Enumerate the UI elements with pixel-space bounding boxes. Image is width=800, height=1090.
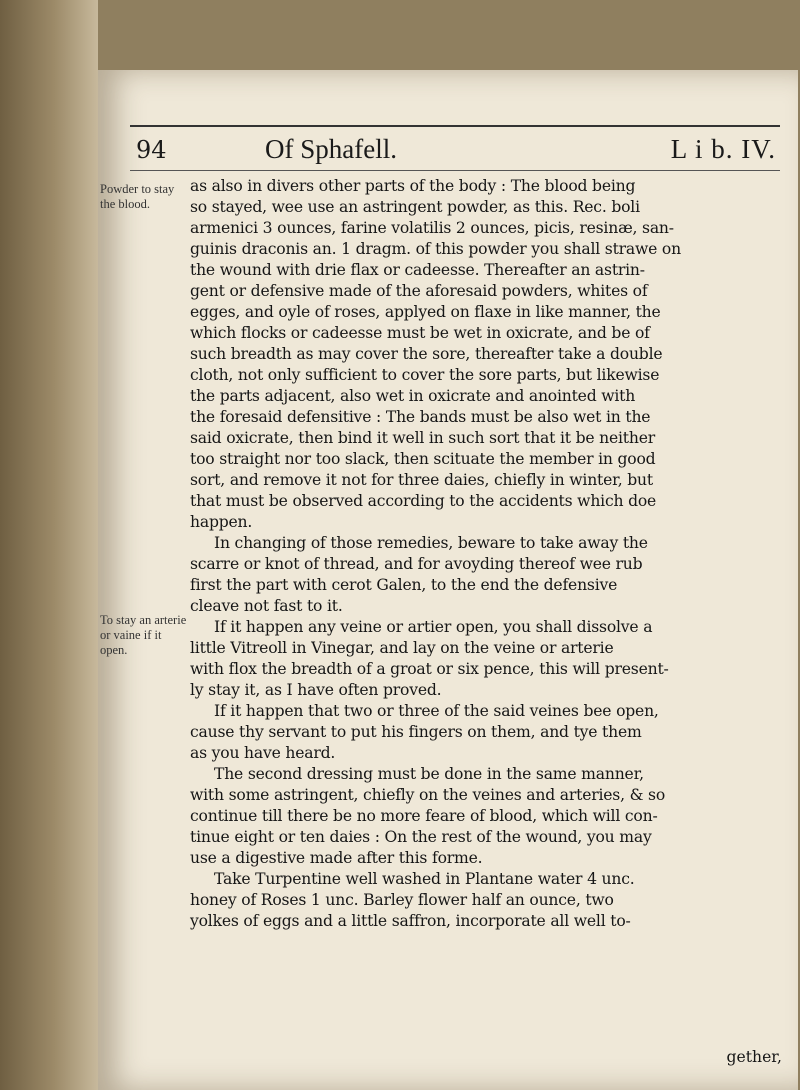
text-line: too straight nor too slack, then scituate the member in good: [190, 450, 656, 468]
text-line: first the part with cerot Galen, to the end the defensive: [190, 576, 618, 594]
text-line: In changing of those remedies, beware to take away the: [214, 534, 648, 552]
running-title: Of Sphafell.: [265, 134, 397, 164]
text-line: happen.: [190, 513, 253, 531]
text-line: which flocks or cadeesse must be wet in oxicrate, and be of: [190, 324, 650, 342]
header-rule: [130, 170, 780, 171]
page-number: 94: [136, 136, 167, 164]
catchword: gether,: [726, 1048, 782, 1066]
text-line: scarre or knot of thread, and for avoyding thereof wee rub: [190, 555, 643, 573]
text-line: little Vitreoll in Vinegar, and lay on the veine or arterie: [190, 639, 614, 657]
text-line: cloth, not only sufficient to cover the sore parts, but likewise: [190, 366, 660, 384]
text-line: continue till there be no more feare of blood, which will con-: [190, 807, 658, 825]
text-line: such breadth as may cover the sore, thereafter take a double: [190, 345, 663, 363]
text-line: that must be observed according to the accidents which doe: [190, 492, 657, 510]
text-line: tinue eight or ten daies : On the rest of the wound, you may: [190, 828, 652, 846]
body-text: [190, 176, 785, 932]
book-gutter: [0, 0, 98, 1090]
text-line: so stayed, wee use an astringent powder, as this. Rec. boli: [190, 198, 640, 216]
text-line: If it happen that two or three of the said veines bee open,: [214, 702, 659, 720]
top-rule: [130, 125, 780, 127]
text-line: gent or defensive made of the aforesaid powders, whites of: [190, 282, 648, 300]
text-line: ly stay it, as I have often proved.: [190, 681, 442, 699]
text-line: armenici 3 ounces, farine volatilis 2 ounces, picis, resinæ, san-: [190, 219, 674, 237]
sidenote-arterie: To stay an arterie or vaine if it open.: [100, 613, 187, 657]
text-line: cause thy servant to put his fingers on them, and tye them: [190, 723, 642, 741]
text-line: use a digestive made after this forme.: [190, 849, 483, 867]
text-line: the foresaid defensitive : The bands must be also wet in the: [190, 408, 651, 426]
text-line: The second dressing must be done in the same manner,: [214, 765, 644, 783]
sidenote-powder: Powder to stay the blood.: [100, 182, 175, 211]
text-line: the wound with drie flax or cadeesse. Thereafter an astrin-: [190, 261, 645, 279]
page-header: [130, 132, 780, 172]
text-line: the parts adjacent, also wet in oxicrate and anointed with: [190, 387, 636, 405]
text-line: yolkes of eggs and a little saffron, incorporate all well to-: [190, 912, 631, 930]
text-line: Take Turpentine well washed in Plantane water 4 unc.: [214, 870, 635, 888]
text-line: with flox the breadth of a groat or six pence, this will present-: [190, 660, 669, 678]
text-line: egges, and oyle of roses, applyed on flaxe in like manner, the: [190, 303, 661, 321]
text-line: guinis draconis an. 1 dragm. of this powder you shall strawe on: [190, 240, 681, 258]
text-line: said oxicrate, then bind it well in such sort that it be neither: [190, 429, 655, 447]
text-line: sort, and remove it not for three daies, chiefly in winter, but: [190, 471, 653, 489]
text-line: as you have heard.: [190, 744, 336, 762]
text-line: with some astringent, chiefly on the veines and arteries, & so: [190, 786, 666, 804]
text-line: as also in divers other parts of the body : The blood being: [190, 177, 636, 195]
text-line: honey of Roses 1 unc. Barley flower half an ounce, two: [190, 891, 614, 909]
book-label: L i b. IV.: [670, 134, 776, 164]
text-line: If it happen any veine or artier open, you shall dissolve a: [214, 618, 653, 636]
text-line: cleave not fast to it.: [190, 597, 343, 615]
